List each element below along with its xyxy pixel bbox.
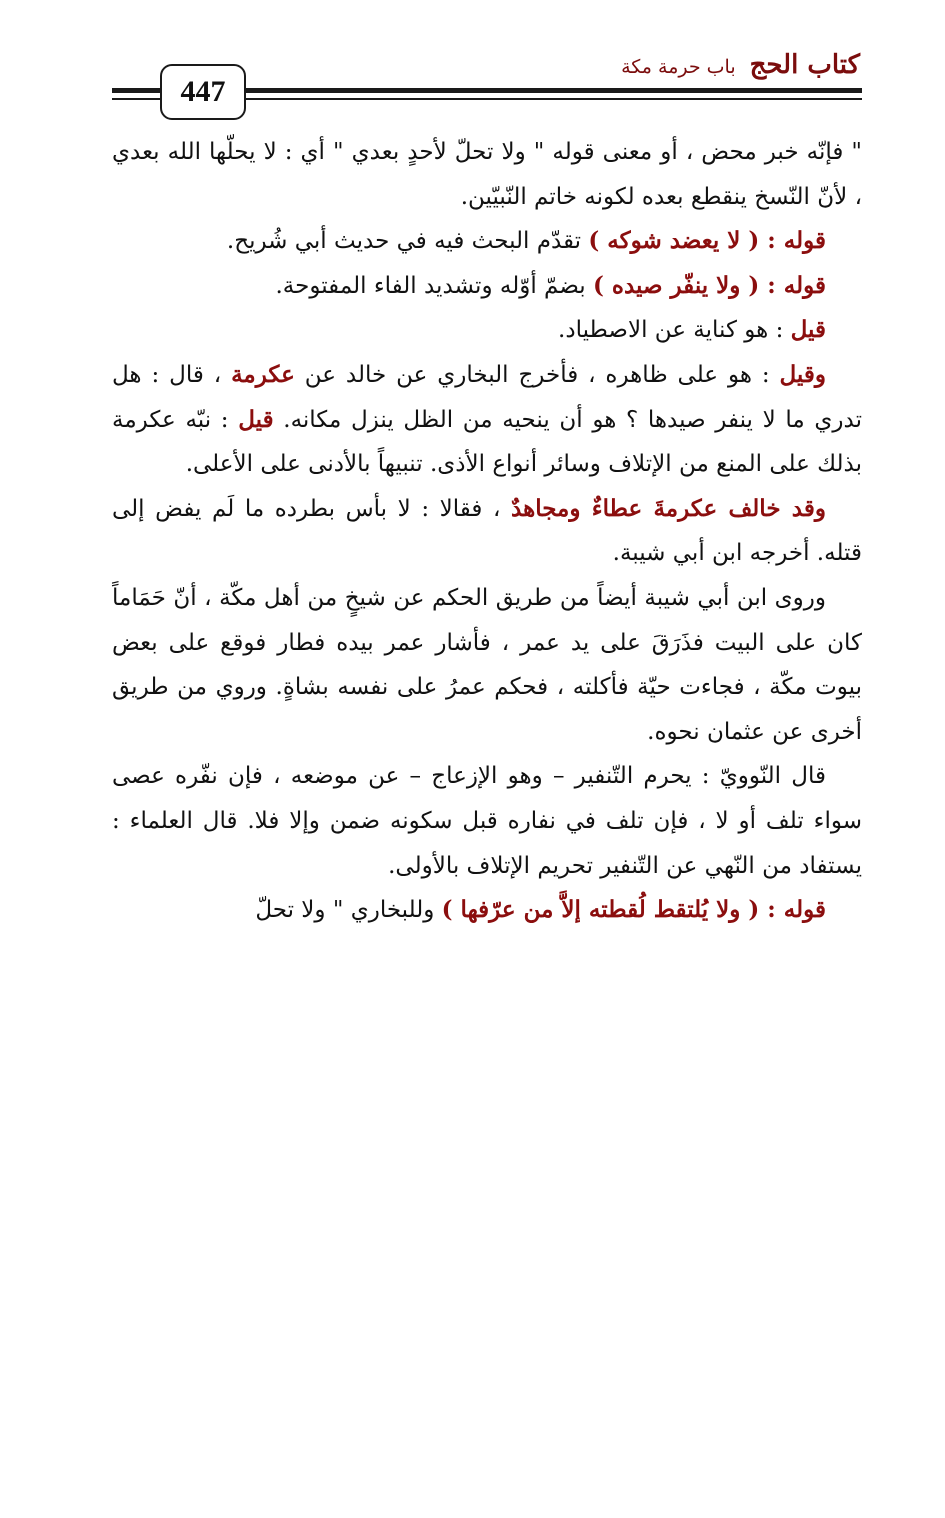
paragraph-7: وروى ابن أبي شيبة أيضاً من طريق الحكم عن شيخٍ من أهل مكّة ، أنّ حَمَاماً كان على البيت فذَرَقَ على يد عمر ، فأشار عمر بيده فطار فوقع على بعض بيوت مكّة ، فجاءت حيّة فأكلته ، فحكم عمرُ على نفسه بشاةٍ. وروي من طريق أخرى عن عثمان نحوه.: [112, 584, 862, 745]
paragraph-4: [112, 308, 862, 353]
header-titles: [621, 50, 860, 80]
paragraph-8: قال النّوويّ : يحرم التّنفير – وهو الإزعاج – عن موضعه ، فإن نفّره عصى سواء تلف أو لا ، فإن تلف في نفاره قبل سكونه ضمن وإلا فلا. قال العلماء : يستفاد من النّهي عن التّنفير تحريم الإتلاف بالأولى.: [112, 763, 862, 879]
commentary-lead: قوله : ( ولا يُلتقط لُقطته إلاَّ من عرّفها ): [441, 896, 826, 924]
commentary-lead: وقيل: [779, 360, 826, 388]
paragraph-text: وللبخاري " ولا تحلّ: [255, 897, 442, 924]
paragraph-5: [112, 353, 862, 487]
commentary-lead: قوله : ( ولا ينفّر صيده ): [593, 271, 826, 299]
paragraph-text: : هو على ظاهره ، فأخرج البخاري عن خالد عن: [294, 361, 780, 388]
paragraph-text: ، فقالا : لا بأس بطرده ما لَم يفض إلى قتله. أخرجه ابن أبي شيبة.: [112, 495, 862, 567]
chapter-title: باب حرمة مكة: [621, 56, 736, 78]
paragraph-text: : نبّه عكرمة بذلك على المنع من الإتلاف وسائر أنواع الأذى. تنبيهاً بالأدنى على الأعلى.: [112, 406, 862, 478]
paragraph-1: " فإنّه خبر محض ، أو معنى قوله " ولا تحلّ لأحدٍ بعدي " أي : لا يحلّها الله بعدي ، لأنّ النّسخ ينقطع بعده لكونه خاتم النّبيّين.: [112, 139, 862, 210]
paragraph-9: [112, 888, 862, 933]
paragraph-2: [112, 219, 862, 264]
paragraph-3: [112, 264, 862, 309]
commentary-lead: قوله : ( لا يعضد شوكه ): [588, 227, 826, 255]
narrator-names: وقد خالف عكرمةَ عطاءٌ ومجاهدٌ: [511, 494, 826, 522]
paragraph-6: [112, 487, 862, 576]
commentary-lead: قيل: [238, 405, 274, 433]
book-title: كتاب الحج: [749, 50, 860, 80]
paragraph-text: ، قال : هل تدري ما لا ينفر صيدها ؟ هو أن ينحيه من الظل ينزل مكانه.: [112, 361, 862, 433]
page-number-box: [160, 64, 246, 120]
page-number: 447: [180, 75, 226, 108]
paragraph-text: تقدّم البحث فيه في حديث أبي شُريح.: [226, 228, 589, 255]
narrator-name: عكرمة: [231, 360, 295, 388]
paragraph-text: بضمّ أوّله وتشديد الفاء المفتوحة.: [275, 272, 593, 299]
page-header: [112, 40, 862, 130]
paragraph-text: : هو كناية عن الاصطياد.: [558, 317, 791, 344]
page-body: [112, 130, 862, 933]
commentary-lead: قيل: [790, 316, 826, 344]
